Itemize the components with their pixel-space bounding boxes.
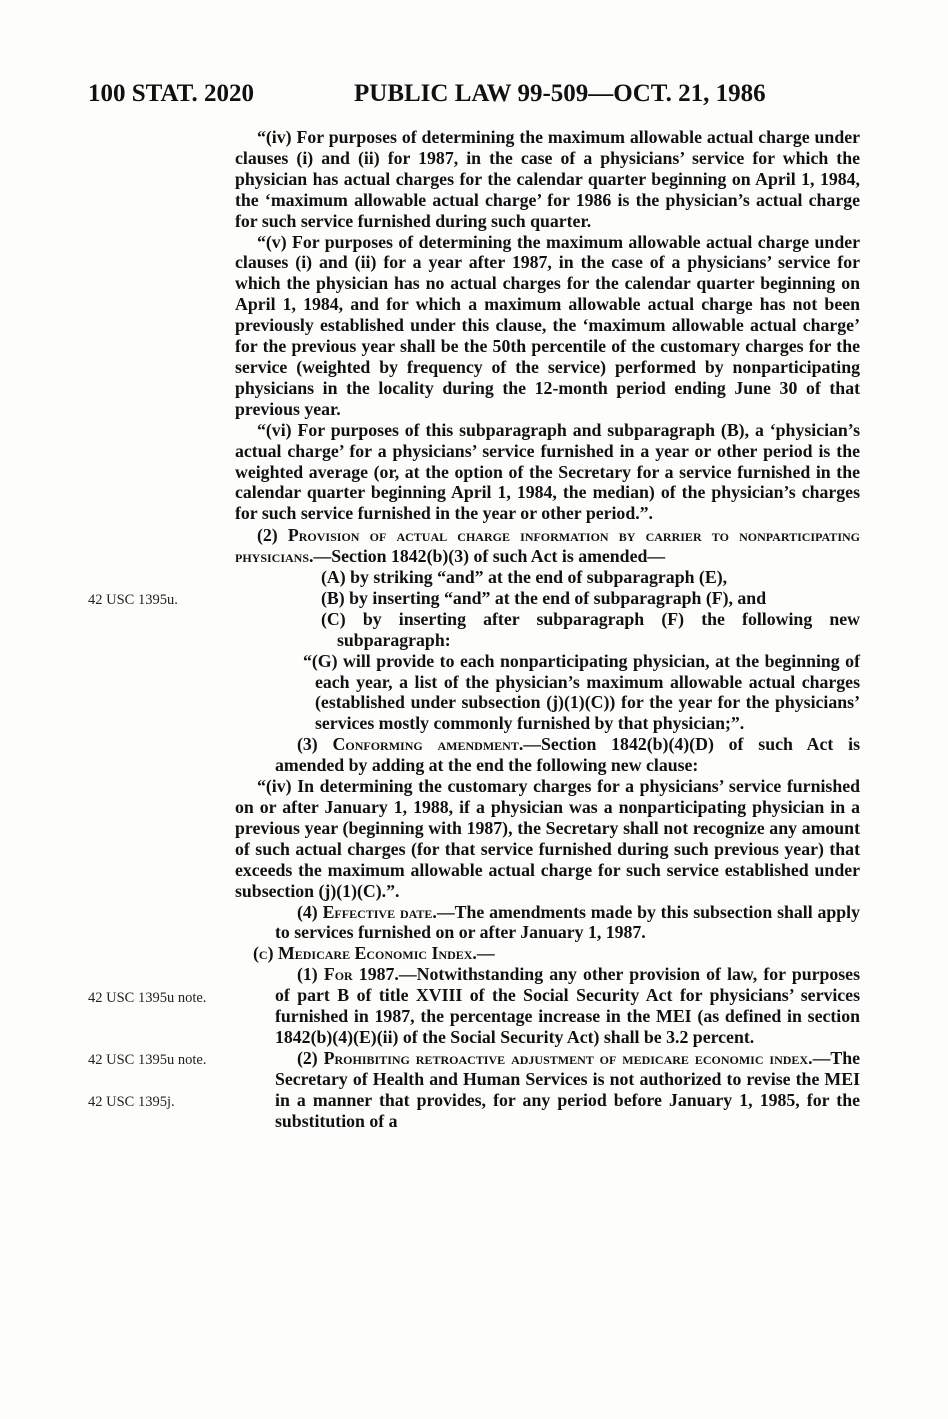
paragraph-4-text: —The amendments made by this subsection shall apply to services furnished on or after January 1, 1987. bbox=[275, 901, 860, 943]
paragraph-2-text: —Section 1842(b)(3) of such Act is amended— bbox=[313, 546, 666, 567]
document-body bbox=[235, 127, 860, 1132]
paragraph-2-c: (C) by inserting after subparagraph (F) the following new subparagraph: bbox=[321, 608, 860, 650]
subsection-c-1-text: —Notwithstanding any other provision of law, for purposes of part B of title XVIII of the Social Security Act for physicians’ services furnished in 1987, the percentage increase in the MEI (as defined in section 1842(b)(4)(E)(ii) of the Social Security Act) shall be 3.2 percent. bbox=[275, 964, 860, 1047]
clause-v: “(v) For purposes of determining the maximum allowable actual charge under clauses (i) and (ii) for a year after 1987, in the case of a physicians’ service for which the physician has no actual charges for the calendar quarter beginning on April 1, 1984, and for which a maximum allowable actual charge has not been previously established under this clause, the ‘maximum allowable actual charge’ for the previous year shall be the 50th percentile of the customary charges for the service (weighted by frequency of the service) performed by nonparticipating physicians in the locality during the 12-month period ending June 30 of that previous year. bbox=[235, 231, 860, 419]
paragraph-2-g: “(G) will provide to each nonparticipating physician, at the beginning of each year, a list of the physician’s maximum allowable actual charges (established under subsection (j)(1)(C)) for the year for the physicians’ services mostly commonly furnished by that physician;”. bbox=[303, 650, 860, 734]
paragraph-3-clause-iv: “(iv) In determining the customary charges for a physicians’ service furnished on or after January 1, 1988, if a physician was a nonparticipating physician in a previous year (beginning with 1987), the Secretary shall not recognize any amount of such actual charges (for that service furnished during such previous year) that exceeds the maximum allowable actual charge for such service established under subsection (j)(1)(C).”. bbox=[235, 776, 860, 901]
clause-vi: “(vi) For purposes of this subparagraph and subparagraph (B), a ‘physician’s actual charge’ for a physicians’ service furnished in a year or other period is the weighted average (or, at the option of the Secretary for a service furnished in the calendar quarter beginning April 1, 1984, the median) of the physician’s charges for such service furnished in the year or other period.”. bbox=[235, 419, 860, 524]
subsection-c-1-heading: (1) For 1987. bbox=[297, 964, 399, 985]
subsection-c-text: — bbox=[476, 943, 495, 964]
margin-note-4: 42 USC 1395j. bbox=[88, 1094, 175, 1110]
paragraph-2-a: (A) by striking “and” at the end of subparagraph (E), bbox=[321, 567, 728, 588]
margin-note-3: 42 USC 1395u note. bbox=[88, 1052, 207, 1068]
clause-iv: “(iv) For purposes of determining the maximum allowable actual charge under clauses (i) and (ii) for 1987, in the case of a physicians’ service for which the physician has actual charges for the calendar quarter beginning on April 1, 1984, the ‘maximum allowable actual charge’ for 1986 is the physician’s actual charge for such service furnished during such quarter. bbox=[235, 127, 860, 231]
paragraph-2-b: (B) by inserting “and” at the end of subparagraph (F), and bbox=[321, 587, 767, 608]
subsection-c bbox=[235, 943, 860, 964]
paragraph-4 bbox=[235, 902, 860, 944]
paragraph-2-heading: (2) Provision of actual charge information by carrier to nonparticipating physicians. bbox=[235, 525, 860, 567]
public-law-title: PUBLIC LAW 99-509—OCT. 21, 1986 bbox=[354, 80, 766, 107]
margin-note-1: 42 USC 1395u. bbox=[88, 592, 178, 608]
paragraph-3-heading: (3) Conforming amendment. bbox=[297, 734, 524, 755]
margin-note-2: 42 USC 1395u note. bbox=[88, 990, 207, 1006]
paragraph-3 bbox=[235, 734, 860, 776]
subsection-c-2 bbox=[235, 1048, 860, 1132]
paragraph-3-text: —Section 1842(b)(4)(D) of such Act is amended by adding at the end the following new clause: bbox=[275, 734, 860, 776]
subsection-c-heading: (c) Medicare Economic Index. bbox=[253, 943, 477, 964]
subsection-c-1 bbox=[235, 964, 860, 1048]
subsection-c-2-text: —The Secretary of Health and Human Services is not authorized to revise the MEI in a manner that provides, for any period before January 1, 1985, for the substitution of a bbox=[275, 1047, 860, 1131]
paragraph-2 bbox=[235, 525, 860, 567]
subsection-c-2-heading: (2) Prohibiting retroactive adjustment of medicare economic index. bbox=[297, 1047, 813, 1068]
paragraph-4-heading: (4) Effective date. bbox=[297, 901, 437, 922]
stat-citation: 100 STAT. 2020 bbox=[88, 80, 254, 107]
